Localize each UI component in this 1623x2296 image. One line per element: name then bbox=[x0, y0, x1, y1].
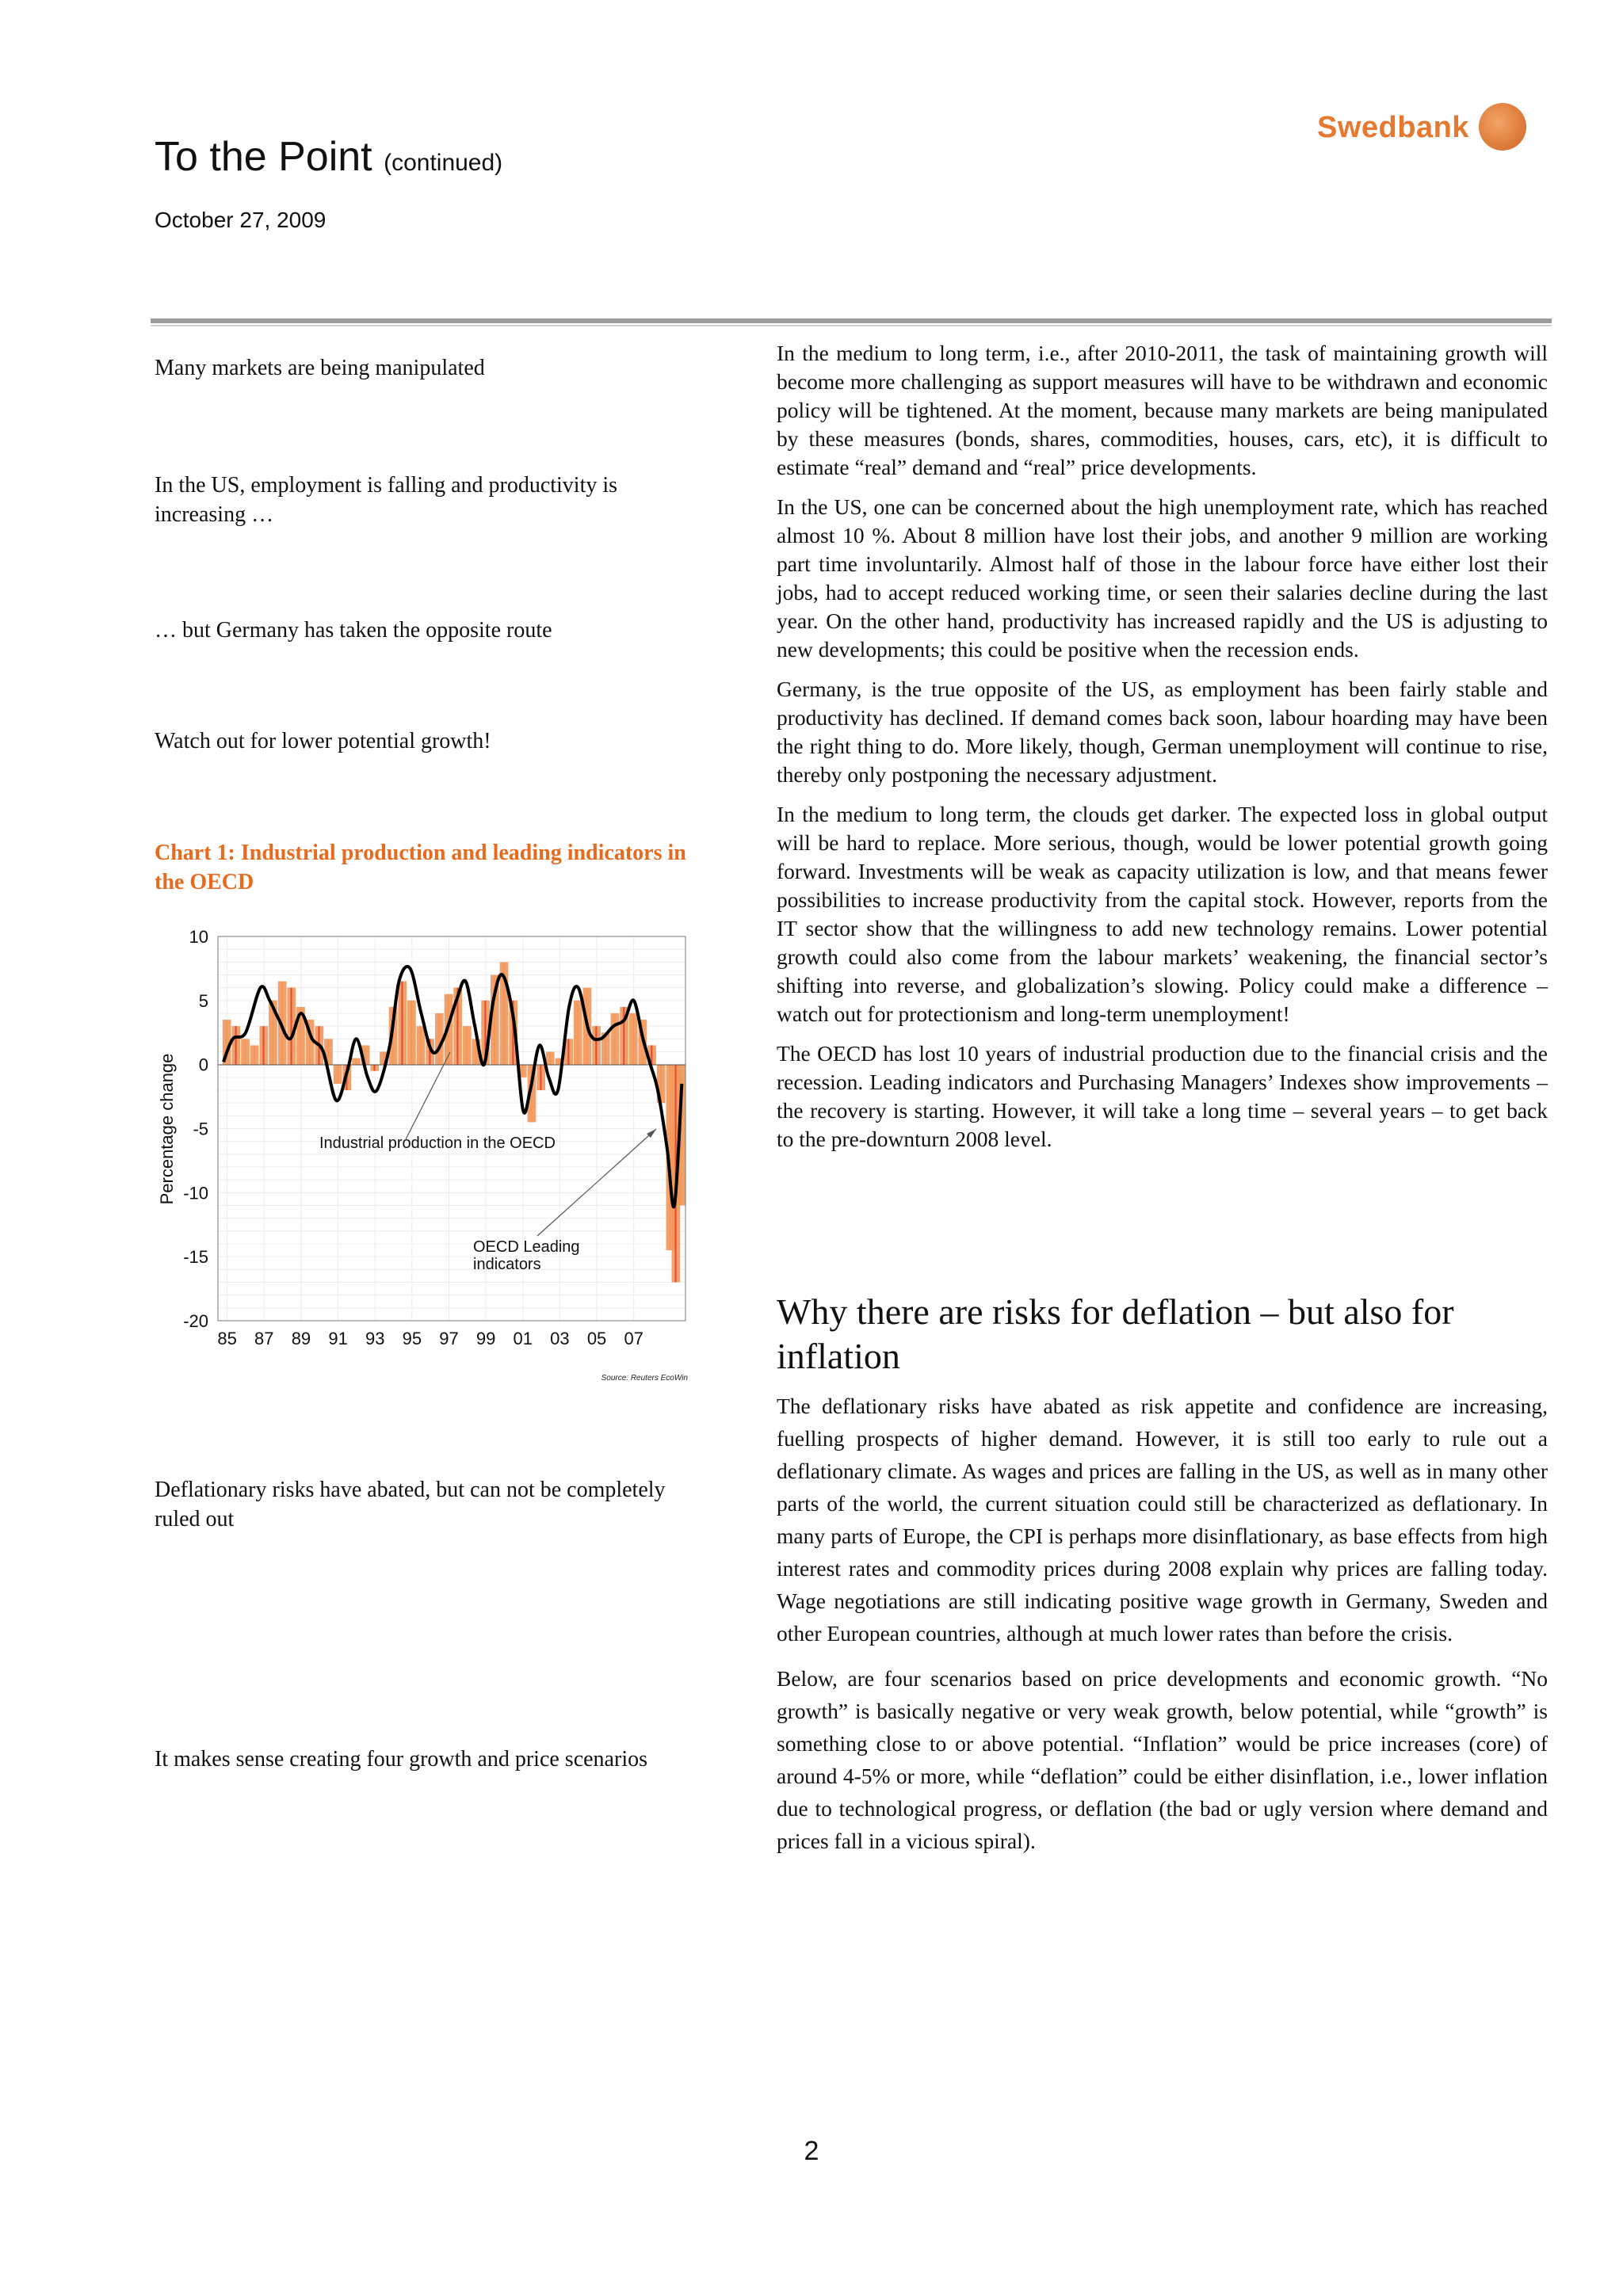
bar-industrial-production-detail bbox=[411, 1001, 412, 1065]
body-paragraph: In the US, one can be concerned about the high unemployment rate, which has reached almost 10 %. About 8 million have lost their jobs, and another 9 million are working part time involuntarily. Almost half of those in the labour force have either lost their jobs, had to accept reduced working time, or seen their salaries decline during the last year. On the other hand, productivity has increased rapidly and the US is adjusting to new developments; this could be positive when the recession ends. bbox=[777, 494, 1548, 662]
x-tick-label: 91 bbox=[328, 1329, 348, 1348]
bar-industrial-production-detail bbox=[420, 1026, 422, 1065]
bar-industrial-production-detail bbox=[623, 1007, 624, 1065]
y-axis-label: Percentage change bbox=[157, 1053, 177, 1205]
margin-note: Watch out for lower potential growth! bbox=[155, 729, 491, 753]
bar-industrial-production-detail bbox=[521, 1065, 523, 1077]
publication-date: October 27, 2009 bbox=[155, 208, 327, 232]
logo-sun-icon bbox=[1479, 103, 1526, 151]
bar-industrial-production-detail bbox=[337, 1065, 338, 1084]
bar-industrial-production-detail bbox=[540, 1065, 541, 1090]
bar-industrial-production-detail bbox=[559, 1058, 560, 1065]
body-paragraph: In the medium to long term, i.e., after 2010-2011, the task of maintaining growth will become more challenging as support measures will have to be withdrawn and economic policy will be tightened. At the moment, because many markets are being manipulated by these measures (bonds, shares, commodities, houses, cars, etc), it is difficult to estimate “real” demand and “real” price developments. bbox=[777, 341, 1548, 479]
x-tick-label: 93 bbox=[365, 1329, 385, 1348]
bar-industrial-production-detail bbox=[632, 1013, 634, 1065]
page-number: 2 bbox=[804, 2136, 819, 2166]
bar-industrial-production-detail bbox=[383, 1052, 384, 1065]
y-axis-ticks bbox=[183, 927, 208, 1331]
bar-industrial-production-detail bbox=[549, 1052, 551, 1065]
body-paragraph: In the medium to long term, the clouds get darker. The expected loss in global output will be hard to replace. More serious, though, would be lower potential growth going forward. Investments will be weak as capacity utilization is low, and that means fewer possibilities to increase productivity from the capital stock. However, reports from the IT sector show that the willingness to add new technology remains. Lower potential growth could also come from the labour markets’ weakening, the financial sector’s shifting into reverse, and globalization’s slowing. Policy could make a difference – watch out for protectionism and long-term unemployment! bbox=[777, 802, 1548, 1026]
y-tick-label: 10 bbox=[189, 927, 208, 947]
bar-industrial-production-detail bbox=[373, 1065, 375, 1071]
x-tick-label: 05 bbox=[586, 1329, 607, 1348]
chart-source: Source: Reuters EcoWin bbox=[601, 1374, 688, 1383]
x-axis-ticks bbox=[217, 1329, 643, 1348]
margin-note: It makes sense creating four growth and price scenarios bbox=[155, 1747, 647, 1772]
x-tick-label: 07 bbox=[624, 1329, 643, 1348]
bar-industrial-production-detail bbox=[327, 1039, 329, 1064]
x-tick-label: 01 bbox=[513, 1329, 533, 1348]
y-tick-label: -15 bbox=[183, 1247, 208, 1268]
x-tick-label: 85 bbox=[217, 1329, 237, 1348]
bar-industrial-production-detail bbox=[401, 982, 403, 1065]
bar-industrial-production-detail bbox=[614, 1013, 616, 1065]
y-tick-label: 5 bbox=[198, 990, 208, 1011]
section-paragraph: Below, are four scenarios based on price developments and economic growth. “No growth” is basically negative or very weak growth, below potential, while “growth” is something close to or above potential. “Inflation” would be price increases (core) of around 4-5% or more, while “deflation” could be either disinflation, i.e., lower inflation due to technological progress, or deflation (the bad or ugly version where demand and prices fall in a vicious spiral). bbox=[777, 1666, 1548, 1853]
x-tick-label: 87 bbox=[254, 1329, 274, 1348]
body-column bbox=[777, 339, 1548, 1154]
y-tick-label: -10 bbox=[183, 1183, 208, 1203]
margin-note: In the US, employment is falling and productivity is increasing … bbox=[155, 473, 618, 527]
bar-industrial-production-detail bbox=[309, 1020, 311, 1065]
body-paragraph: The OECD has lost 10 years of industrial production due to the financial crisis and the recession. Leading indicators and Purchasing Managers’ Indexes show improvements – the recovery is starting. However, it will take a long time – several years – to get back to the pre-downturn 2008 level. bbox=[777, 1041, 1548, 1151]
bar-industrial-production-detail bbox=[595, 1026, 597, 1065]
logo-text: Swedbank bbox=[1317, 111, 1469, 144]
bar-industrial-production-detail bbox=[567, 1039, 569, 1064]
section-heading: Why there are risks for deflation – but also for inflation bbox=[777, 1291, 1454, 1376]
swedbank-logo bbox=[1317, 101, 1531, 157]
bar-industrial-production-detail bbox=[263, 1026, 265, 1065]
chart-svg bbox=[151, 919, 705, 1394]
annotation-oecd-leading-line1: OECD Leading bbox=[473, 1238, 580, 1256]
chart-caption: Chart 1: Industrial production and leading indicators in the OECD bbox=[155, 841, 686, 894]
bar-industrial-production-detail bbox=[355, 1058, 357, 1065]
bar-industrial-production-detail bbox=[254, 1045, 255, 1064]
y-tick-label: -20 bbox=[183, 1311, 208, 1331]
section-body bbox=[777, 1390, 1548, 1857]
annotation-oecd-leading bbox=[473, 1238, 580, 1273]
page-title-suffix: (continued) bbox=[384, 150, 503, 176]
x-tick-label: 95 bbox=[402, 1329, 422, 1348]
margin-note: Deflationary risks have abated, but can not be completely ruled out bbox=[155, 1478, 666, 1531]
bar-industrial-production-detail bbox=[577, 1001, 579, 1065]
bar-industrial-production-detail bbox=[291, 988, 292, 1065]
page-title-main: To the Point bbox=[155, 134, 372, 180]
bar-industrial-production-detail bbox=[466, 1026, 468, 1065]
y-tick-label: -5 bbox=[193, 1119, 208, 1139]
header-divider bbox=[151, 318, 1552, 323]
x-tick-label: 89 bbox=[291, 1329, 311, 1348]
y-tick-label: 0 bbox=[198, 1055, 208, 1075]
section-paragraph: The deflationary risks have abated as risk appetite and confidence are increasing, fuelling prospects of higher demand. However, it is still too early to rule out a deflationary climate. As wages and prices are falling in the US, as well as in many other parts of the world, the current situation could still be characterized as deflationary. In many parts of Europe, the CPI is perhaps more disinflationary, as base effects from high interest rates and commodity prices during 2008 explain why prices are falling today. Wage negotiations are still indicating positive wage growth in Germany, Sweden and other European countries, although at much lower rates than before the crisis. bbox=[777, 1394, 1548, 1646]
page-title bbox=[155, 133, 502, 181]
body-paragraph: Germany, is the true opposite of the US, as employment has been fairly stable and productivity has declined. If demand comes back soon, labour hoarding may have been the right thing to do. More likely, though, German unemployment will continue to rise, thereby only postponing the necessary adjustment. bbox=[777, 677, 1548, 787]
x-tick-label: 97 bbox=[439, 1329, 459, 1348]
bar-industrial-production-detail bbox=[235, 1026, 237, 1065]
x-tick-label: 03 bbox=[550, 1329, 570, 1348]
annotation-oecd-leading-line2: indicators bbox=[473, 1256, 541, 1273]
annotation-industrial-production: Industrial production in the OECD bbox=[319, 1135, 556, 1152]
header-divider-thin bbox=[151, 325, 1552, 326]
bar-industrial-production-detail bbox=[244, 1039, 246, 1064]
x-tick-label: 99 bbox=[475, 1329, 496, 1348]
bar-industrial-production-detail bbox=[438, 1013, 440, 1065]
chart-industrial-production bbox=[151, 919, 705, 1394]
margin-note: Many markets are being manipulated bbox=[155, 356, 485, 380]
margin-note: … but Germany has taken the opposite route bbox=[155, 618, 552, 643]
